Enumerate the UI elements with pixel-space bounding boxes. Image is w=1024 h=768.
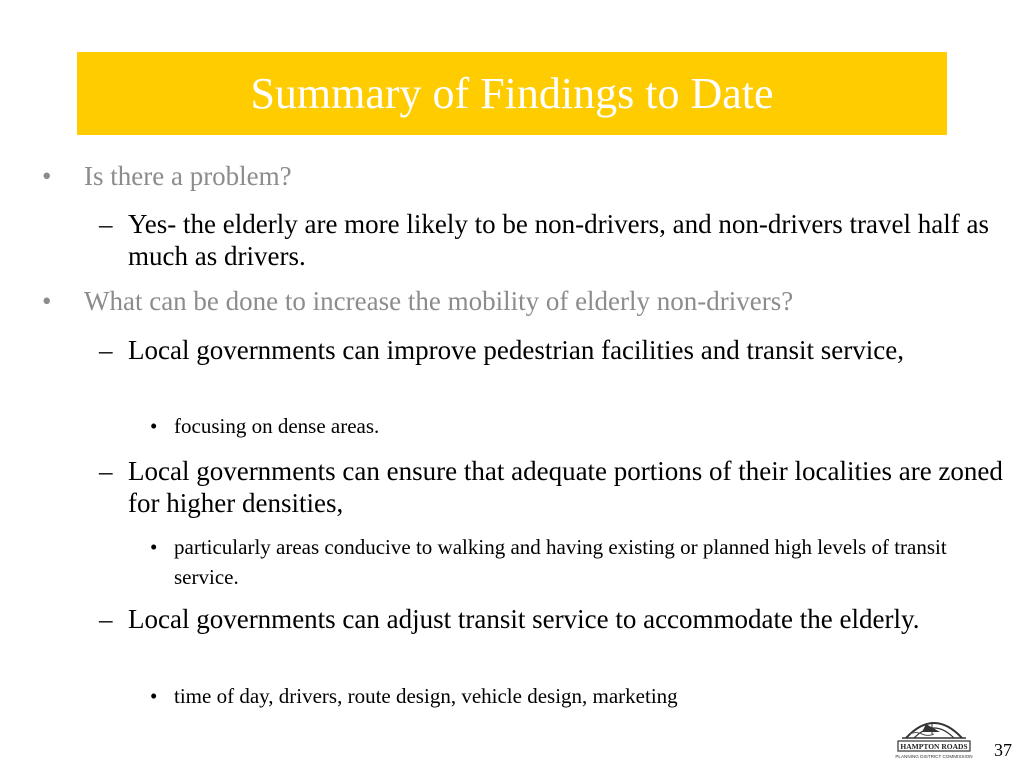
dash-marker: – (99, 209, 113, 239)
bullet-item-l1 (42, 160, 1002, 192)
slide-number: 37 (994, 740, 1012, 760)
bullet-item-l3 (150, 411, 990, 441)
bullet-item-l1 (42, 285, 1002, 317)
bullet-text: Local governments can improve pedestrian facilities and transit service, (128, 335, 904, 365)
bullet-item-l3 (150, 681, 990, 711)
bullet-text: Local governments can adjust transit service to accommodate the elderly. (128, 604, 920, 634)
bullet-text: focusing on dense areas. (174, 414, 380, 438)
bullet-marker: • (150, 414, 158, 438)
hampton-roads-logo-icon (892, 712, 976, 764)
dash-marker: – (99, 456, 113, 486)
bullet-marker: • (42, 161, 52, 191)
bullet-item-l2 (99, 334, 1004, 366)
bullet-text: Yes- the elderly are more likely to be non-drivers, and non-drivers travel half as much as drivers. (128, 209, 989, 271)
bullet-text: Local governments can ensure that adequate portions of their localities are zoned for higher densities, (128, 456, 1003, 518)
bullet-item-l2 (99, 455, 1004, 519)
bullet-item-l3 (150, 532, 990, 592)
logo-text-line2: PLANNING DISTRICT COMMISSION (895, 754, 973, 759)
bullet-item-l2 (99, 603, 1004, 635)
bullet-text: What can be done to increase the mobility of elderly non-drivers? (84, 286, 794, 316)
logo-text-line1: HAMPTON ROADS (900, 742, 968, 751)
bullet-text: Is there a problem? (84, 161, 292, 191)
slide-title: Summary of Findings to Date (250, 68, 774, 118)
bullet-marker: • (42, 286, 52, 316)
dash-marker: – (99, 335, 113, 365)
bullet-item-l2 (99, 208, 1004, 272)
bullet-marker: • (150, 684, 158, 708)
bullet-text: time of day, drivers, route design, vehicle design, marketing (174, 684, 678, 708)
dash-marker: – (99, 604, 113, 634)
bullet-marker: • (150, 535, 158, 559)
title-bar (77, 52, 947, 135)
bullet-text: particularly areas conducive to walking and having existing or planned high levels of transit service. (174, 535, 947, 589)
